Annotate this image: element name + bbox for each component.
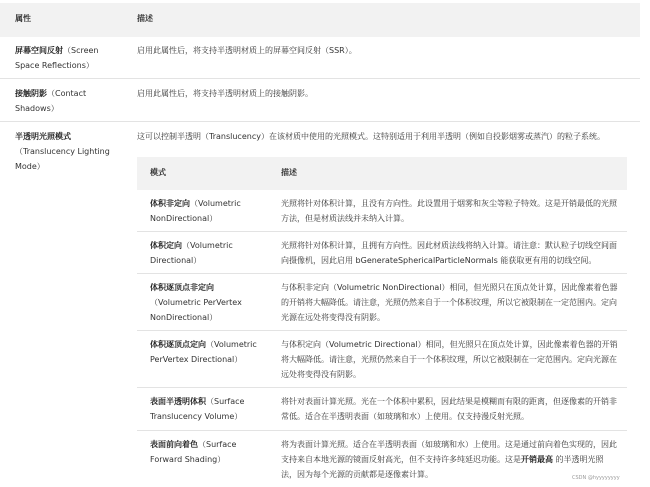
mode-name-line3: NonDirectional） (150, 313, 218, 322)
row-name (15, 43, 99, 59)
mode-divider (137, 330, 627, 331)
mode-desc-line (281, 452, 604, 468)
header-property: 属性 (15, 14, 31, 23)
row-name-line3: Mode） (15, 162, 45, 171)
mode-desc-emphasis: 开销最高 (521, 455, 553, 464)
mode-name (150, 394, 244, 410)
mode-desc-tail: 的半透明光照 (553, 455, 604, 464)
mode-desc-line: 法，因为每个光源的贡献都是逐像素计算。 (281, 470, 433, 479)
mode-desc-line: 方法，但是材质法线并未纳入计算。 (281, 214, 409, 223)
mode-name-bold: 体积定向 (150, 241, 182, 250)
row-name-line2: （Translucency Lighting (15, 147, 110, 156)
mode-desc-line: 常低。适合在半透明表面（如玻璃和水）上使用。仅支持漫反射光照。 (281, 412, 529, 421)
mode-desc-line: 远处将变得没有阴影。 (281, 370, 361, 379)
mode-desc-text: 支持来自本地光源的镜面反射高光，但不支持许多纯延迟功能。这是 (281, 455, 521, 464)
mode-name-rest: （Surface (206, 397, 245, 406)
mode-desc-line: 光照将针对体积计算，且拥有方向性。因此材质法线将纳入计算。请注意：默认粒子切线空间面 (281, 241, 617, 250)
row-name-bold: 接触阴影 (15, 89, 47, 98)
mode-desc-line: 将大幅降低。请注意，光照仍然来自于一个体积纹理，所以它被限制在一定范围内。定向光源在 (281, 355, 617, 364)
mode-name-bold: 表面前向着色 (150, 440, 198, 449)
mode-name (150, 238, 233, 254)
row-name-bold: 屏幕空间反射 (15, 46, 63, 55)
row-name (15, 86, 86, 102)
mode-name (150, 337, 257, 353)
row-divider (0, 121, 640, 122)
row-description: 这可以控制半透明（Translucency）在该材质中使用的光照模式。这特别适用于利用半透明（例如自投影烟雾或蒸汽）的粒子系统。 (137, 132, 605, 141)
watermark: CSDN @hyyyyyyyy (572, 475, 620, 481)
header-description: 描述 (137, 14, 153, 23)
row-name-line2: Shadows） (15, 104, 59, 113)
mode-desc-line: 光照将针对体积计算，且没有方向性。此设置用于烟雾和灰尘等粒子特效。这是开销最低的光照 (281, 199, 617, 208)
mode-name-line2: Forward Shading） (150, 455, 226, 464)
mode-desc-line: 与体积非定向（Volumetric NonDirectional）相同，但光照只在顶点处计算，因此像素着色器 (281, 283, 618, 292)
mode-name-rest: （Volumetric (182, 241, 233, 250)
mode-name-line2: Translucency Volume） (150, 412, 243, 421)
mode-name-bold: 体积逐顶点定向 (150, 340, 206, 349)
mode-desc-line: 向摄像机，因此启用 bGenerateSphericalParticleNormals 能获取更有用的切线空间。 (281, 256, 597, 265)
row-description: 启用此属性后，将支持半透明材质上的屏幕空间反射（SSR）。 (137, 46, 357, 55)
row-name-line2: Space Reflections） (15, 61, 94, 70)
mode-name-bold: 体积逐顶点非定向 (150, 283, 214, 292)
mode-name-bold: 体积非定向 (150, 199, 190, 208)
mode-name-rest: （Volumetric (206, 340, 257, 349)
mode-name-line2: Directional） (150, 256, 202, 265)
mode-name-rest: （Surface (198, 440, 237, 449)
modes-header-description: 描述 (281, 168, 297, 177)
mode-divider (137, 231, 627, 232)
mode-desc-line: 与体积定向（Volumetric Directional）相同，但光照只在顶点处计算，因此像素着色器的开销 (281, 340, 618, 349)
mode-name-line2: NonDirectional） (150, 214, 218, 223)
row-divider (0, 78, 640, 79)
mode-name-bold: 表面半透明体积 (150, 397, 206, 406)
mode-desc-line: 将针对表面计算光照。光在一个体积中累积，因此结果是模糊而有限的距离，但逐像素的开销非 (281, 397, 617, 406)
mode-name (150, 437, 236, 453)
mode-desc-line: 光源在远处将变得没有阴影。 (281, 313, 385, 322)
mode-divider (137, 430, 627, 431)
mode-divider (137, 273, 627, 274)
modes-header-mode: 模式 (150, 168, 166, 177)
row-name-bold: 半透明光照模式 (15, 132, 71, 141)
modes-table-header (137, 157, 627, 190)
mode-desc-line: 将为表面计算光照。适合在半透明表面（如玻璃和水）上使用。这是通过前向着色实现的，因此 (281, 440, 617, 449)
mode-divider (137, 387, 627, 388)
mode-name-rest: （Volumetric (190, 199, 241, 208)
mode-desc-line: 的开销将大幅降低。请注意，光照仍然来自于一个体积纹理，所以它被限制在一定范围内。定向 (281, 298, 617, 307)
mode-name-line2: PerVertex Directional） (150, 355, 243, 364)
row-name-rest: （Screen (63, 46, 99, 55)
mode-name (150, 196, 241, 212)
row-description: 启用此属性后，将支持半透明材质上的接触阴影。 (137, 89, 313, 98)
row-name-rest: （Contact (47, 89, 87, 98)
table-header (0, 3, 640, 37)
mode-name-line2: （Volumetric PerVertex (150, 298, 242, 307)
